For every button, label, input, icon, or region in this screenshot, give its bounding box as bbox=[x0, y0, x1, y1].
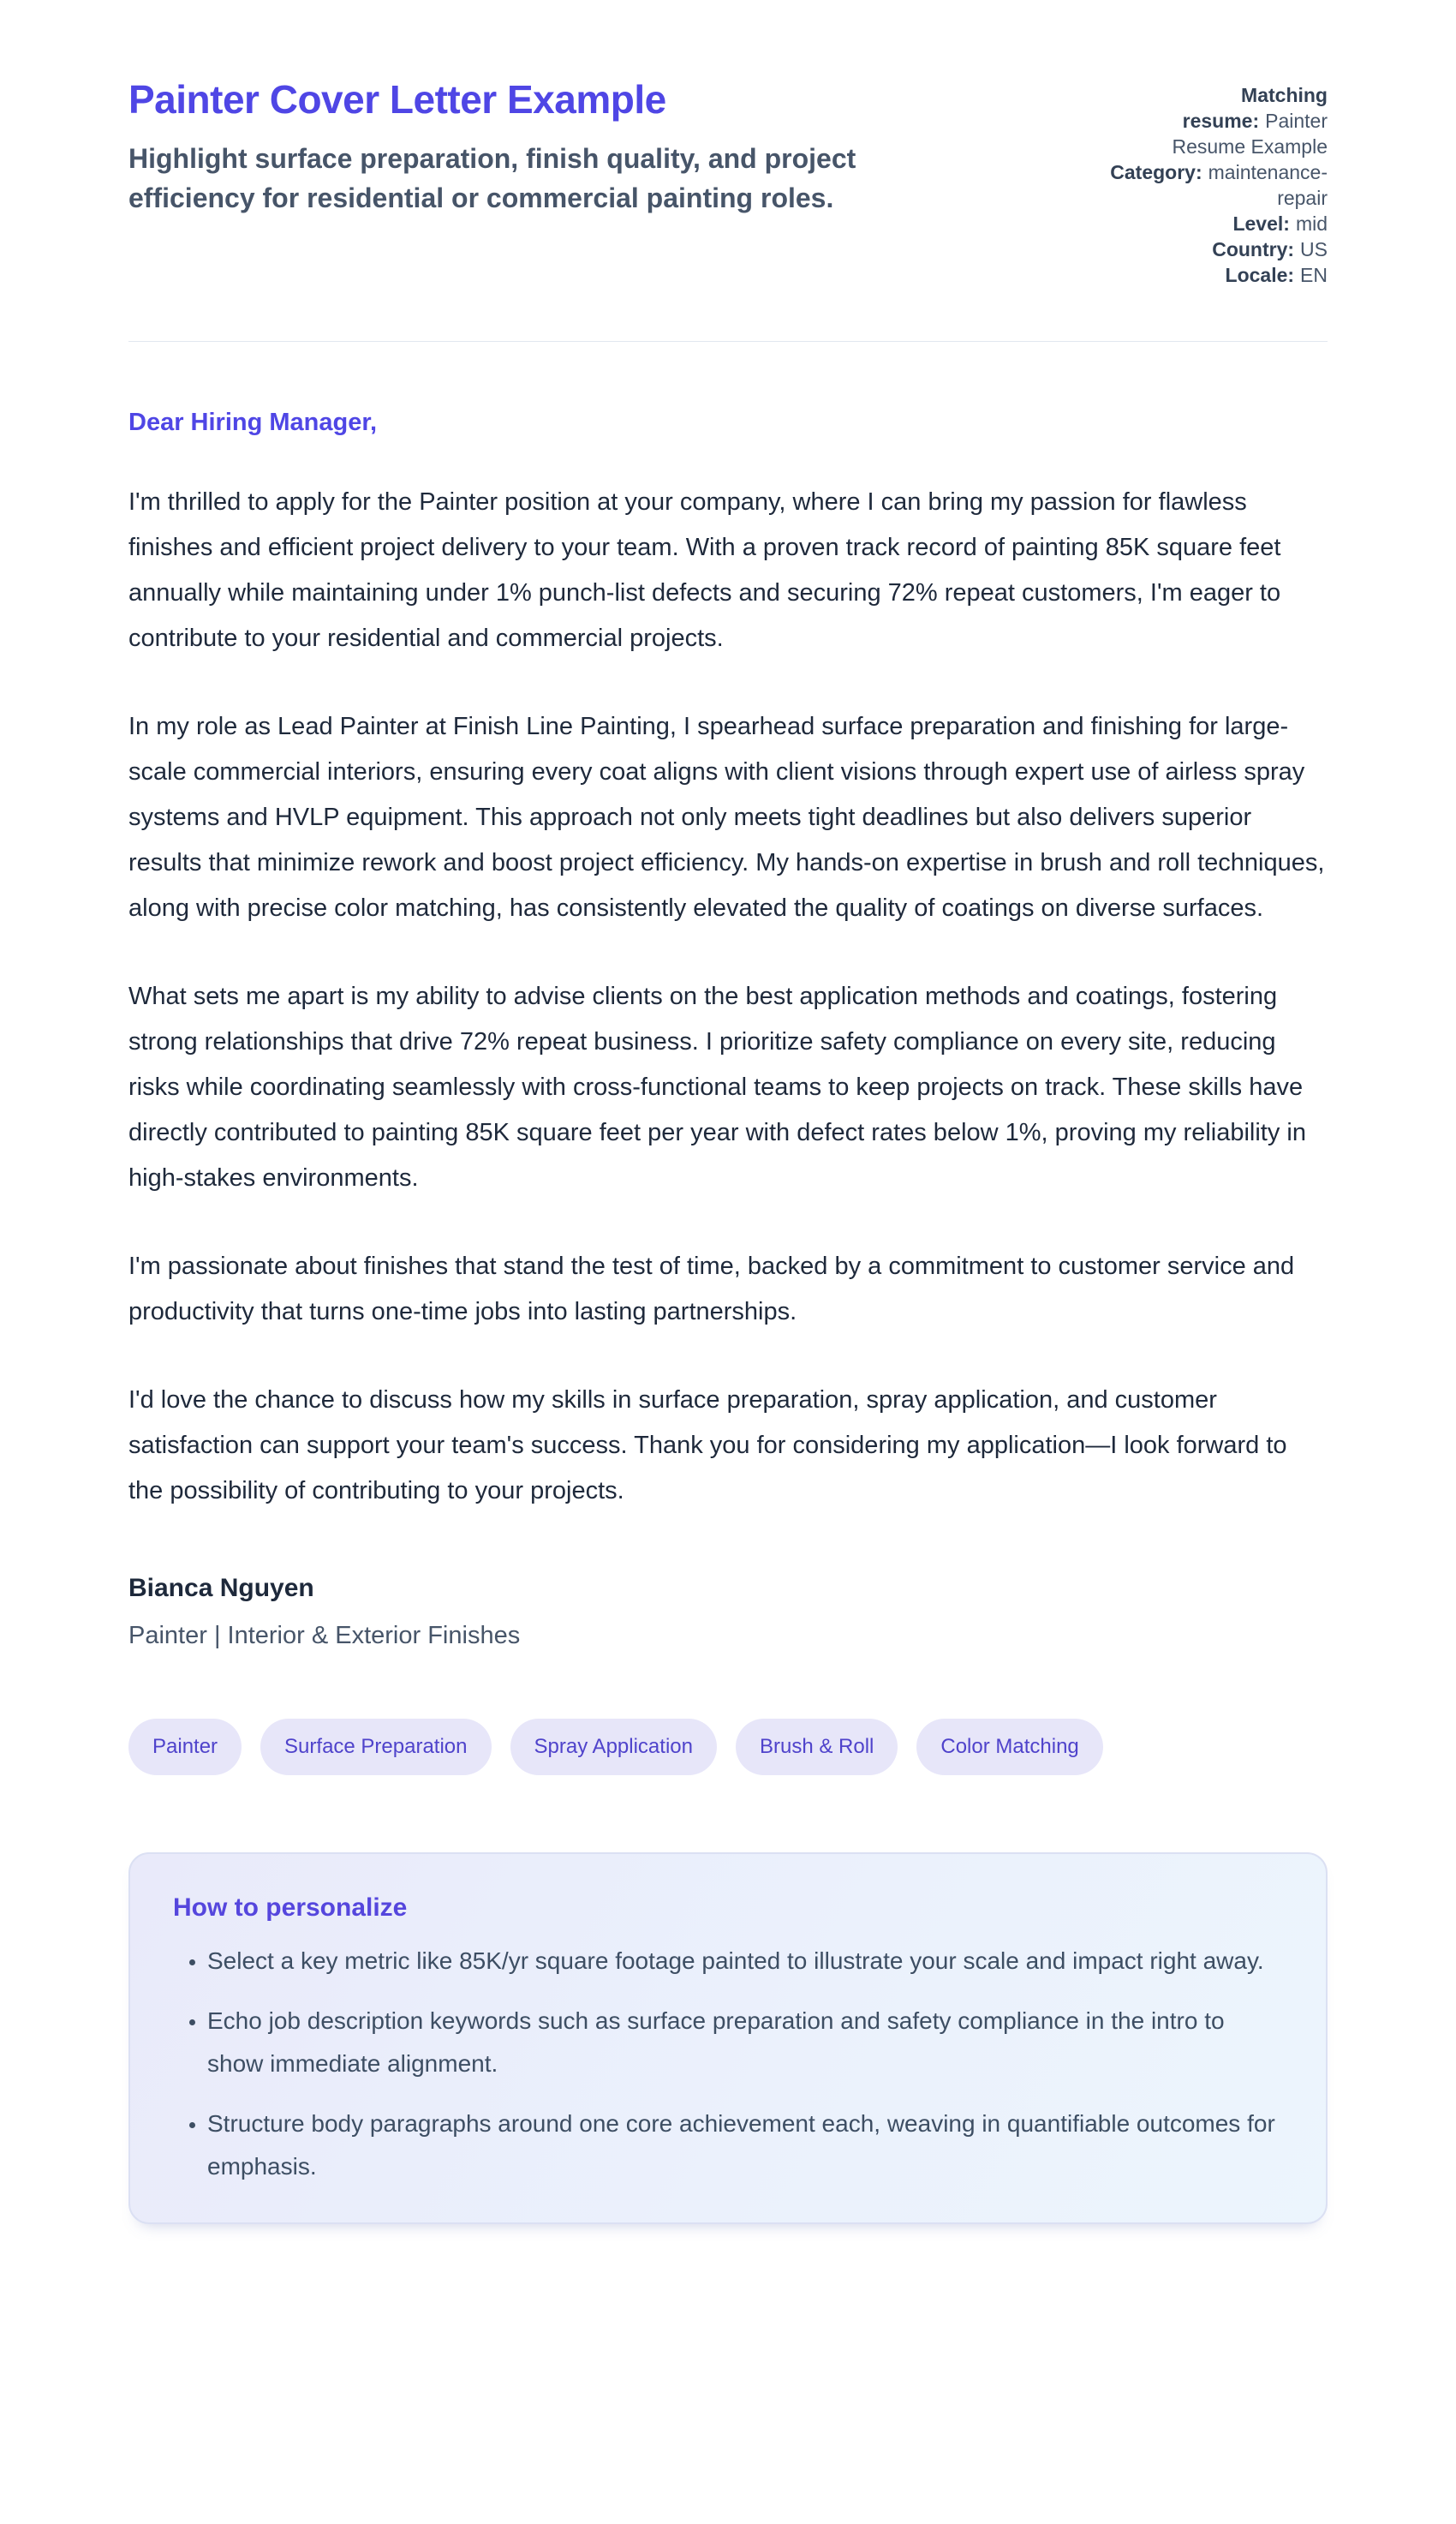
tag-pill-color-matching: Color Matching bbox=[916, 1719, 1102, 1775]
salutation: Dear Hiring Manager, bbox=[128, 409, 378, 436]
tag-pill-surface-preparation: Surface Preparation bbox=[260, 1719, 491, 1775]
signature-role: Painter | Interior & Exterior Finishes bbox=[128, 1622, 521, 1649]
meta-label: Matching resume: bbox=[1182, 84, 1328, 132]
signature-name: Bianca Nguyen bbox=[128, 1574, 314, 1602]
header bbox=[128, 75, 1328, 342]
meta-label: Level: bbox=[1232, 212, 1290, 235]
personalize-tip-2: • Echo job description keywords such as surface preparation and safety compliance in the intro to show immediate alignment. bbox=[207, 2000, 1283, 2085]
tag-pill-painter: Painter bbox=[128, 1719, 242, 1775]
meta-value: maintenance-repair bbox=[1208, 161, 1328, 209]
personalize-tip-list bbox=[173, 1940, 1283, 2188]
meta-row-locale bbox=[1105, 262, 1328, 288]
meta-row-country bbox=[1105, 236, 1328, 262]
meta-label: Locale: bbox=[1225, 264, 1295, 286]
personalize-title: How to personalize bbox=[173, 1893, 408, 1922]
meta-row-matching-resume bbox=[1105, 82, 1328, 159]
meta-row-category bbox=[1105, 159, 1328, 211]
meta-value: EN bbox=[1300, 264, 1328, 286]
tag-pill-brush-roll: Brush & Roll bbox=[736, 1719, 898, 1775]
letter-paragraph-2: In my role as Lead Painter at Finish Line Painting, I spearhead surface preparation and finishing for large-scale commercial interiors, ensuring every coat aligns with client visions through expert use of airless spray systems and HVLP equipment. This approach not only meets tight deadlines but also delivers superior results that minimize rework and boost project efficiency. My hands-on expertise in brush and roll techniques, along with precise color matching, has consistently elevated the quality of coatings on diverse surfaces. bbox=[128, 713, 1325, 922]
meta-value: US bbox=[1300, 238, 1328, 260]
letter-paragraph-1: I'm thrilled to apply for the Painter position at your company, where I can bring my passion for flawless finishes and efficient project delivery to your team. With a proven track record of painting 85K square feet annually while maintaining under 1% punch-list defects and securing 72% repeat customers, I'm eager to contribute to your residential and commercial projects. bbox=[128, 488, 1281, 652]
meta-label: Category: bbox=[1110, 161, 1202, 183]
letter-paragraph-5: I'd love the chance to discuss how my skills in surface preparation, spray application, and customer satisfaction can support your team's success. Thank you for considering my application—I look forward to the possibility of contributing to your projects. bbox=[128, 1386, 1287, 1504]
meta-value: Painter Resume Example bbox=[1172, 110, 1328, 158]
meta-panel bbox=[1105, 75, 1328, 288]
title-block bbox=[128, 75, 882, 218]
meta-value: mid bbox=[1295, 212, 1328, 235]
page-subtitle: Highlight surface preparation, finish quality, and project efficiency for residential or commercial painting roles. bbox=[128, 143, 856, 213]
personalize-tip-3: • Structure body paragraphs around one core achievement each, weaving in quantifiable outcomes for emphasis. bbox=[207, 2102, 1283, 2188]
cover-letter-body bbox=[128, 409, 1328, 1650]
meta-row-level bbox=[1105, 211, 1328, 236]
personalize-box bbox=[128, 1852, 1328, 2224]
page-title: Painter Cover Letter Example bbox=[128, 77, 666, 122]
tag-list bbox=[128, 1719, 1328, 1775]
personalize-tip-1: • Select a key metric like 85K/yr square footage painted to illustrate your scale and impact right away. bbox=[207, 1940, 1283, 1983]
letter-paragraph-3: What sets me apart is my ability to advise clients on the best application methods and coatings, fostering strong relationships that drive 72% repeat business. I prioritize safety compliance on every site, reducing risks while coordinating seamlessly with cross-functional teams to keep projects on track. These skills have directly contributed to painting 85K square feet per year with defect rates below 1%, proving my reliability in high-stakes environments. bbox=[128, 983, 1306, 1192]
meta-label: Country: bbox=[1212, 238, 1295, 260]
tag-pill-spray-application: Spray Application bbox=[510, 1719, 717, 1775]
letter-paragraph-4: I'm passionate about finishes that stand the test of time, backed by a commitment to customer service and productivity that turns one-time jobs into lasting partnerships. bbox=[128, 1253, 1295, 1325]
